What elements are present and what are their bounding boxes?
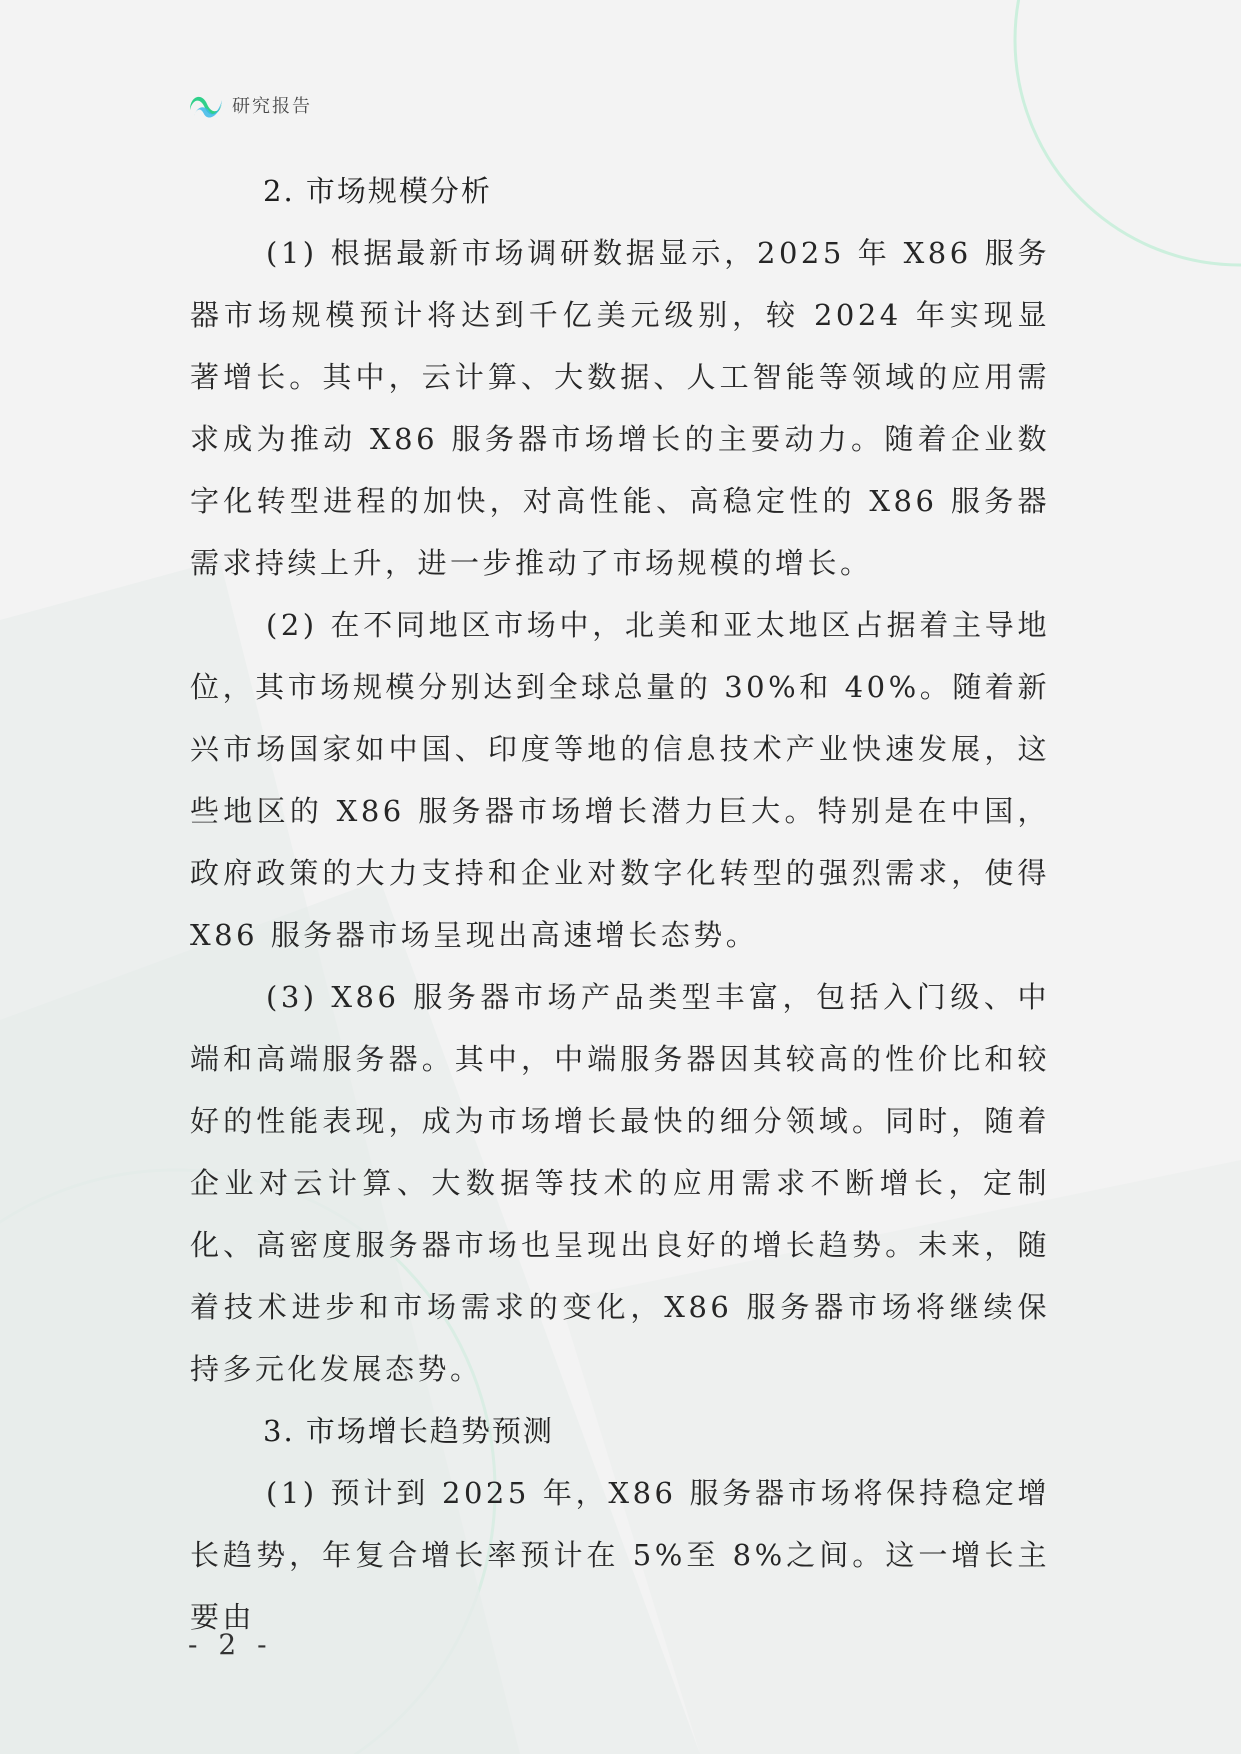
document-body <box>190 160 1050 1648</box>
section-heading: 2. 市场规模分析 <box>263 174 492 208</box>
paragraph: (1) 预计到 2025 年，X86 服务器市场将保持稳定增长趋势，年复合增长率预计在 5%至 8%之间。这一增长主要由 <box>190 1476 1050 1634</box>
paragraph: (1) 根据最新市场调研数据显示，2025 年 X86 服务器市场规模预计将达到千亿美元级别，较 2024 年实现显著增长。其中，云计算、大数据、人工智能等领域的应用需求成为推动 X86 服务器市场增长的主要动力。随着企业数字化转型进程的加快，对高性能、高稳定性的 X86 服务器需求持续上升，进一步推动了市场规模的增长。 <box>190 236 1050 580</box>
header-label: 研究报告 <box>232 96 312 117</box>
paragraph: (3) X86 服务器市场产品类型丰富，包括入门级、中端和高端服务器。其中，中端服务器因其较高的性价比和较好的性能表现，成为市场增长最快的细分领域。同时，随着企业对云计算、大数据等技术的应用需求不断增长，定制化、高密度服务器市场也呈现出良好的增长趋势。未来，随着技术进步和市场需求的变化，X86 服务器市场将继续保持多元化发展态势。 <box>190 980 1050 1386</box>
paragraph: (2) 在不同地区市场中，北美和亚太地区占据着主导地位，其市场规模分别达到全球总量的 30%和 40%。随着新兴市场国家如中国、印度等地的信息技术产业快速发展，这些地区的 X86 服务器市场增长潜力巨大。特别是在中国，政府政策的大力支持和企业对数字化转型的强烈需求，使得 X86 服务器市场呈现出高速增长态势。 <box>190 608 1050 952</box>
report-header <box>188 88 312 122</box>
logo-icon <box>188 88 224 122</box>
section-heading: 3. 市场增长趋势预测 <box>263 1414 554 1448</box>
page-number: - 2 - <box>188 1628 273 1661</box>
